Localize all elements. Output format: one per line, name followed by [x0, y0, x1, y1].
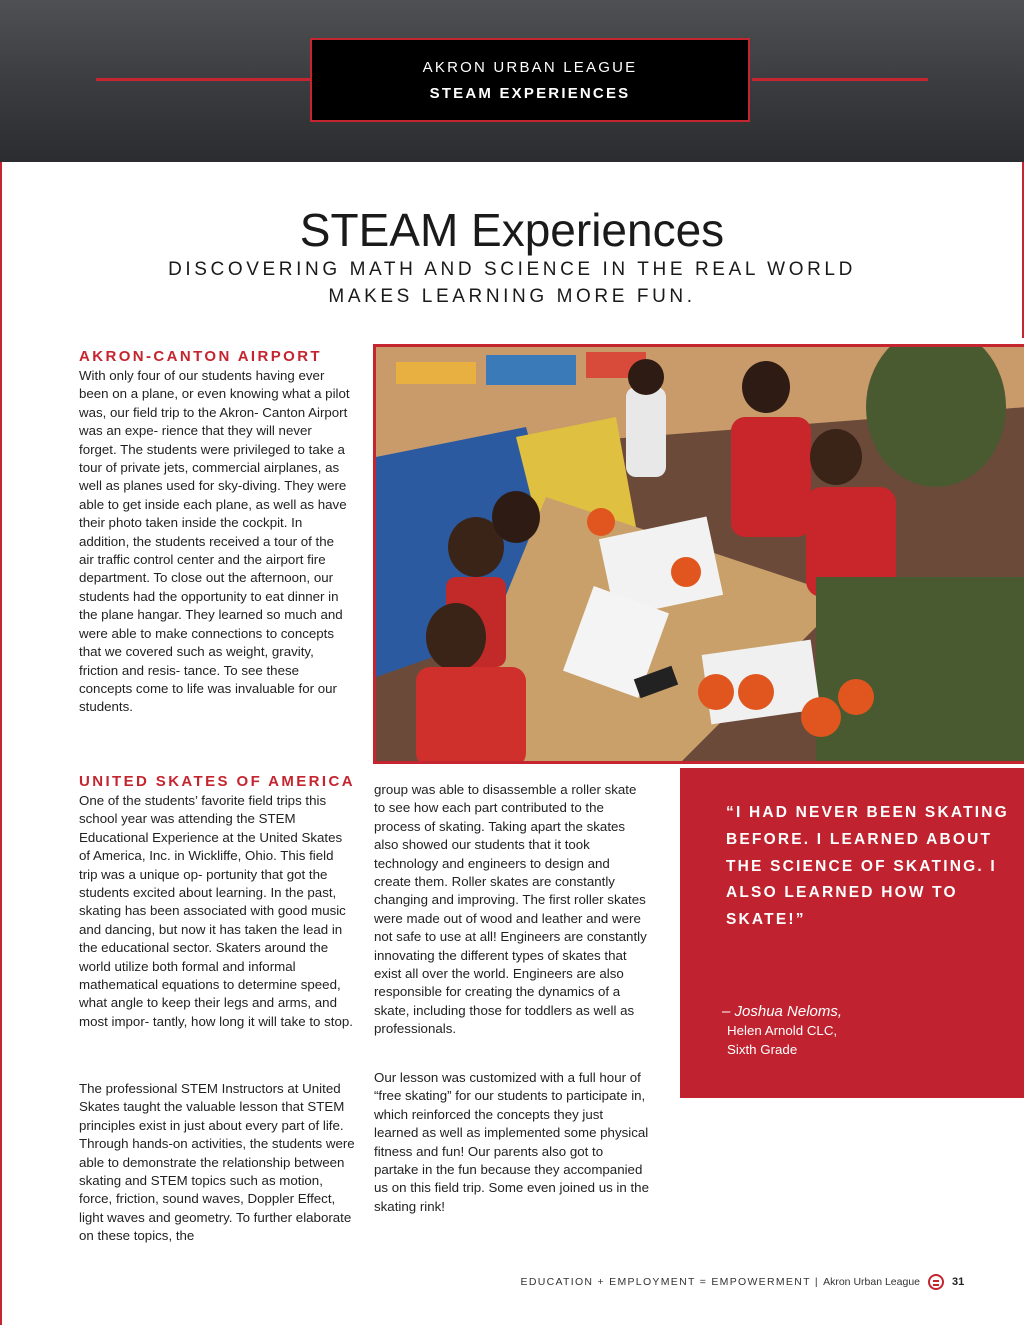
heading-skates: UNITED SKATES OF AMERICA — [79, 773, 355, 790]
page-edge-left — [0, 162, 2, 1325]
airport-paragraph: With only four of our students having ever been on a plane, or even knowing what a pilot was, our field trip to the Akron- Canton Airport was an expe- rience that they will never forget. The students were privileged to take a tour of private jets, commercial airplanes, as well as planes used for sky-diving. They were able to get inside each plane, as well as have their photo taken inside the cockpit. In addition, the students received a tour of the air traffic control center and the airport fire department. To close out the afternoon, our students had the opportunity to eat dinner in the plane hangar. They learned so much and were able to make connections to concepts that we covered such as weight, gravity, friction and resis- tance. To see these concepts come to life was invaluable for our students. — [79, 368, 350, 715]
quote-attribution-affiliation — [727, 1022, 837, 1059]
skates-paragraph-4: Our lesson was customized with a full hour of “free skating” for our students to participate in, which reinforced the concepts they just learned as well as implemented some physical fitness and fun! Our parents also got to partake in the fun because they accompanied us on this field trip. Some even joined us in the skating rink! — [374, 1070, 649, 1214]
header-section: STEAM EXPERIENCES — [429, 85, 631, 102]
header-band — [0, 0, 1024, 162]
header-org: AKRON URBAN LEAGUE — [422, 59, 638, 76]
photo-illustration — [376, 347, 1024, 764]
quote-school: Helen Arnold CLC, — [727, 1023, 838, 1038]
footer-divider: | — [814, 1276, 824, 1288]
footer-text — [470, 1276, 920, 1288]
header-rule-right — [752, 78, 928, 81]
header-rule-left — [96, 78, 312, 81]
students-photo — [373, 344, 1024, 764]
pull-quote-box — [680, 768, 1024, 1098]
skates-paragraph-2: The professional STEM Instructors at United Skates taught the valuable lesson that STEM principles exist in just about every part of life. Through hands-on activities, the students were able to demonstrate the relationship between skating and STEM topics such as motion, force, friction, sound waves, Doppler Effect, light waves and geometry. To further elaborate on these topics, the — [79, 1081, 355, 1244]
page-number: 31 — [952, 1276, 965, 1288]
footer-tagline: EDUCATION + EMPLOYMENT = EMPOWERMENT — [520, 1276, 811, 1288]
heading-airport: AKRON-CANTON AIRPORT — [79, 348, 322, 365]
pull-quote-text: “I HAD NEVER BEEN SKATING BEFORE. I LEARNED ABOUT THE SCIENCE OF SKATING. I ALSO LEARNED HOW TO SKATE!” — [726, 804, 1009, 929]
page-title: STEAM Experiences — [299, 204, 725, 256]
quote-attribution-name: – Joshua Neloms, — [722, 1003, 843, 1020]
equal-sign-logo-icon — [928, 1274, 944, 1290]
footer-org: Akron Urban League — [823, 1276, 920, 1288]
skates-paragraph-3: group was able to disassemble a roller skate to see how each part contributed to the process of skating. Taking apart the skates also showed our students that it took technology and engineers to design and create them. Roller skates are constantly changing and improving. The first roller skates were made out of wood and leather and were not safe to use at all! Engineers are constantly innovating the different types of skates that exist all over the world. Engineers are also responsible for creating the dynamics of a skate, including those for toddlers as well as professionals. — [374, 782, 647, 1037]
page-subtitle: DISCOVERING MATH AND SCIENCE IN THE REAL WORLD MAKES LEARNING MORE FUN. — [168, 259, 856, 307]
skates-paragraph-1: One of the students’ favorite field trips this school year was attending the STEM Educational Experience at the United Skates of America, Inc. in Wickliffe, Ohio. This field trip was a unique op- portunity that got the students excited about learning. In the past, skating has been associated with good music and dancing, but now it has taken the lead in the educational sector. Skaters around the world utilize both formal and informal mathematical equations to determine speed, what angle to keep their legs and arms, and most impor- tantly, how long it will take to stop. — [79, 793, 353, 1029]
quote-grade: Sixth Grade — [727, 1041, 798, 1057]
header-title-box — [310, 38, 750, 122]
